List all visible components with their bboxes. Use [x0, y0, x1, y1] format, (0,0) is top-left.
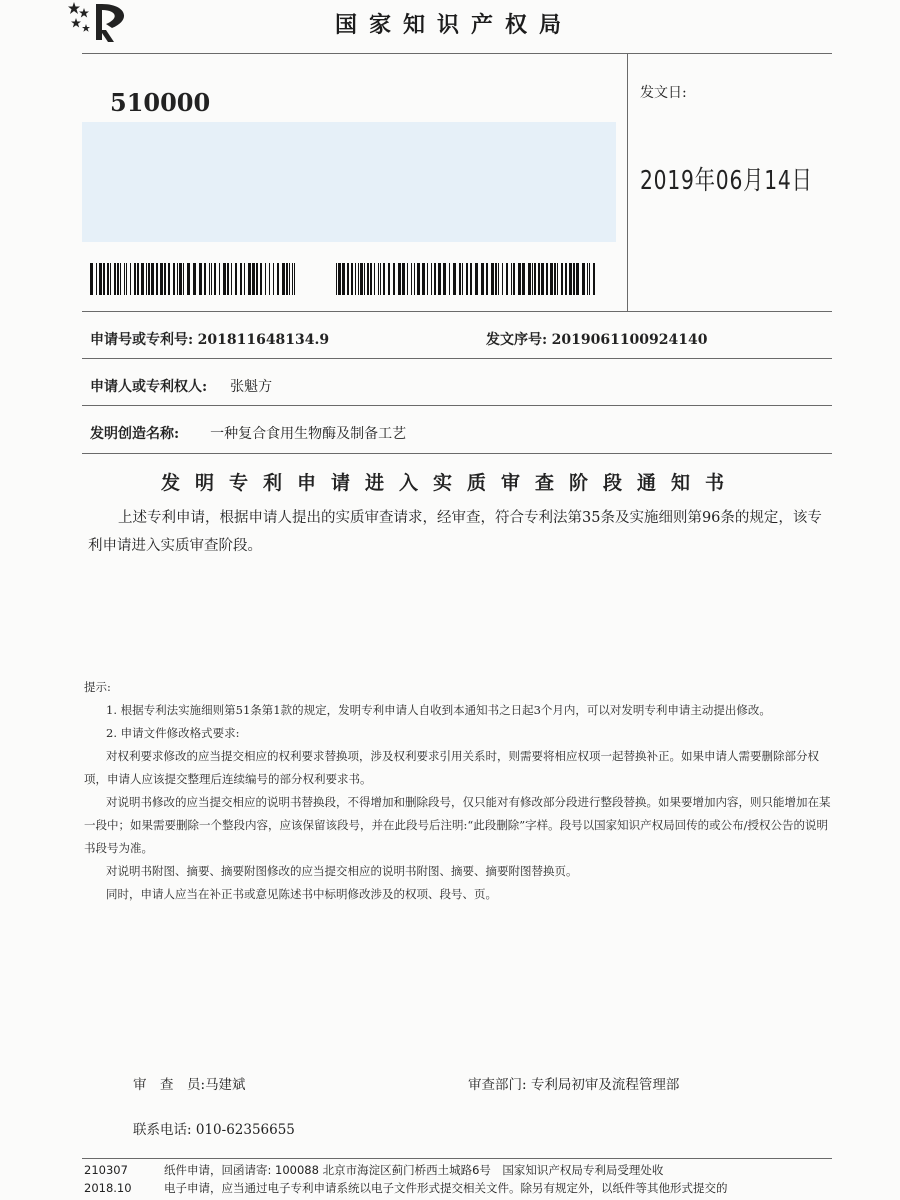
note-item-2: 2. 申请文件修改格式要求:: [106, 726, 240, 740]
footer-paper-instructions: 纸件申请，回函请寄: 100088 北京市海淀区蓟门桥西土城路6号 国家知识产权局专利局受理处收: [164, 1163, 664, 1177]
note-description: 对说明书修改的应当提交相应的说明书替换段，不得增加和删除段号，仅只能对有修改部分段进行整段替换。如果要增加内容，则只能增加在某一段中；如果需要删除一个整段内容，应该保留该段号，并在此段号后注明:“此段删除”字样。段号以国家知识产权局回传的或公布/授权公告的说明书段号为准。: [84, 795, 831, 855]
document-serial-row: [486, 329, 707, 349]
notice-title: 发明专利申请进入实质审查阶段通知书: [160, 472, 739, 494]
footer-rule: [82, 1158, 832, 1159]
phone-label: 联系电话:: [133, 1122, 192, 1138]
application-number-row: [90, 329, 329, 349]
invention-title-row: [90, 423, 406, 443]
redacted-address-area: [82, 122, 616, 242]
date-column-divider: [627, 53, 628, 311]
footer-electronic-instructions: 电子申请，应当通过电子专利申请系统以电子文件形式提交相关文件。除另有规定外，以纸件等其他形式提交的: [164, 1181, 728, 1195]
department-label: 审查部门:: [468, 1077, 527, 1093]
barcode-left: [90, 263, 298, 295]
address-block-rule: [82, 311, 832, 312]
examiner-row: [133, 1073, 246, 1093]
footer-form-version: 2018.10: [84, 1181, 132, 1195]
notes-section: [84, 676, 832, 906]
field-rule-3: [82, 453, 832, 454]
phone-number: 010-62356655: [195, 1122, 295, 1138]
department-row: [468, 1073, 679, 1093]
note-marking: 同时，申请人应当在补正书或意见陈述书中标明修改涉及的权项、段号、页。: [106, 887, 497, 901]
issue-date-value: 2019年06月14日: [640, 166, 813, 196]
office-name: 国家知识产权局: [335, 13, 574, 38]
notice-body: 上述专利申请，根据申请人提出的实质审查请求，经审查，符合专利法第35条及实施细则第96条的规定，该专利申请进入实质审查阶段。: [88, 510, 822, 554]
postcode: 510000: [110, 88, 211, 117]
invention-title-label: 发明创造名称:: [90, 426, 180, 442]
applicant-label: 申请人或专利权人:: [90, 379, 208, 395]
note-claims: 对权利要求修改的应当提交相应的权利要求替换项，涉及权利要求引用关系时，则需要将相应权项一起替换补正。如果申请人需要删除部分权项，申请人应该提交整理后连续编号的部分权利要求书。: [84, 749, 819, 786]
field-rule-1: [82, 358, 832, 359]
field-rule-2: [82, 405, 832, 406]
note-item-1: 1. 根据专利法实施细则第51条第1款的规定，发明专利申请人自收到本通知书之日起3个月内，可以对发明专利申请主动提出修改。: [106, 703, 771, 717]
application-number: 201811648134.9: [197, 332, 330, 348]
application-number-label: 申请号或专利号:: [90, 332, 194, 348]
note-drawings: 对说明书附图、摘要、摘要附图修改的应当提交相应的说明书附图、摘要、摘要附图替换页。: [106, 864, 578, 878]
document-serial: 2019061100924140: [551, 332, 708, 348]
applicant-row: [90, 376, 272, 396]
footer-form-code: 210307: [84, 1163, 128, 1177]
header-rule: [82, 53, 832, 54]
notes-heading: 提示:: [84, 680, 111, 694]
document-serial-label: 发文序号:: [486, 332, 548, 348]
examiner-name: 马建斌: [205, 1077, 246, 1093]
department-name: 专利局初审及流程管理部: [530, 1077, 680, 1093]
footer: [84, 1161, 844, 1197]
barcode-right: [336, 263, 598, 295]
issue-date-label: 发文日:: [640, 85, 687, 101]
invention-title: 一种复合食用生物酶及制备工艺: [210, 426, 407, 442]
cnipa-logo: [66, 0, 136, 44]
phone-row: [133, 1118, 295, 1138]
applicant-name: 张魁方: [230, 379, 273, 395]
examiner-label: 审 查 员:: [133, 1077, 206, 1093]
